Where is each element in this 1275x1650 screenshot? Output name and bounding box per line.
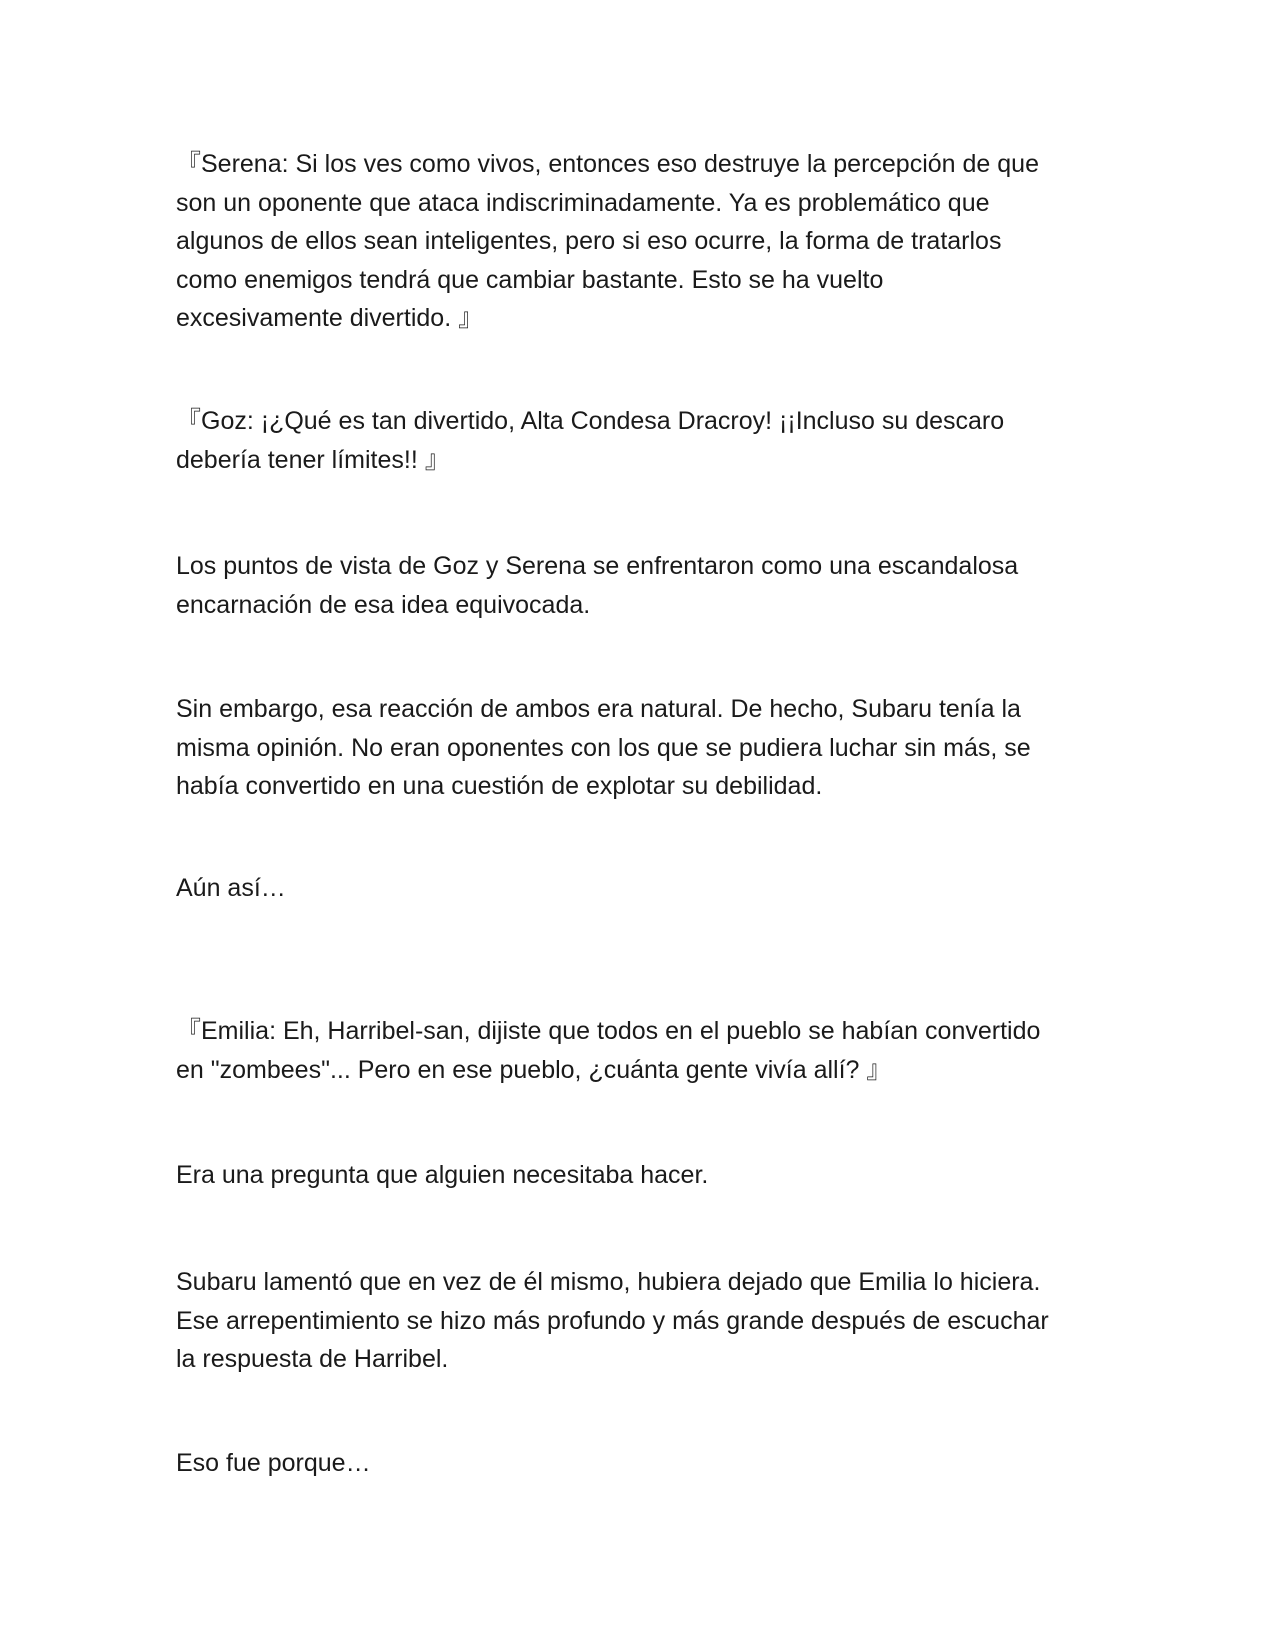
text-line: Aún así… bbox=[176, 874, 286, 902]
paragraph-narration bbox=[176, 869, 1096, 908]
paragraph-narration bbox=[176, 1156, 1096, 1195]
paragraph-serena-dialogue bbox=[176, 145, 1096, 338]
text-line: 『Emilia: Eh, Harribel-san, dijiste que todos en el pueblo se habían convertido bbox=[176, 1017, 1041, 1045]
text-line: algunos de ellos sean inteligentes, pero si eso ocurre, la forma de tratarlos bbox=[176, 227, 1002, 255]
text-line: son un oponente que ataca indiscriminadamente. Ya es problemático que bbox=[176, 188, 990, 217]
text-line: en "zombees"... Pero en ese pueblo, ¿cuánta gente vivía allí? 』 bbox=[176, 1055, 892, 1084]
text-line: había convertido en una cuestión de explotar su debilidad. bbox=[176, 772, 823, 800]
text-line: Sin embargo, esa reacción de ambos era natural. De hecho, Subaru tenía la bbox=[176, 695, 1021, 723]
paragraph-emilia-dialogue bbox=[176, 1012, 1096, 1089]
paragraph-narration bbox=[176, 1444, 1096, 1483]
text-line: Subaru lamentó que en vez de él mismo, hubiera dejado que Emilia lo hiciera. bbox=[176, 1268, 1041, 1296]
text-line: Eso fue porque… bbox=[176, 1449, 371, 1477]
text-line: 『Goz: ¡¿Qué es tan divertido, Alta Condesa Dracroy! ¡¡Incluso su descaro bbox=[176, 407, 1005, 435]
text-line: Era una pregunta que alguien necesitaba hacer. bbox=[176, 1161, 709, 1189]
text-line: 『Serena: Si los ves como vivos, entonces eso destruye la percepción de que bbox=[176, 150, 1039, 178]
text-line: excesivamente divertido. 』 bbox=[176, 304, 484, 332]
text-line: Ese arrepentimiento se hizo más profundo y más grande después de escuchar bbox=[176, 1306, 1049, 1335]
text-line: como enemigos tendrá que cambiar bastante. Esto se ha vuelto bbox=[176, 265, 884, 294]
paragraph-narration bbox=[176, 547, 1096, 624]
text-line: debería tener límites!! 』 bbox=[176, 445, 450, 474]
text-line: misma opinión. No eran oponentes con los que se pudiera luchar sin más, se bbox=[176, 733, 1031, 762]
text-line: la respuesta de Harribel. bbox=[176, 1345, 449, 1373]
text-line: encarnación de esa idea equivocada. bbox=[176, 590, 591, 619]
paragraph-narration bbox=[176, 690, 1096, 806]
paragraph-goz-dialogue bbox=[176, 402, 1096, 479]
paragraph-narration bbox=[176, 1263, 1096, 1379]
text-line: Los puntos de vista de Goz y Serena se enfrentaron como una escandalosa bbox=[176, 552, 1019, 580]
